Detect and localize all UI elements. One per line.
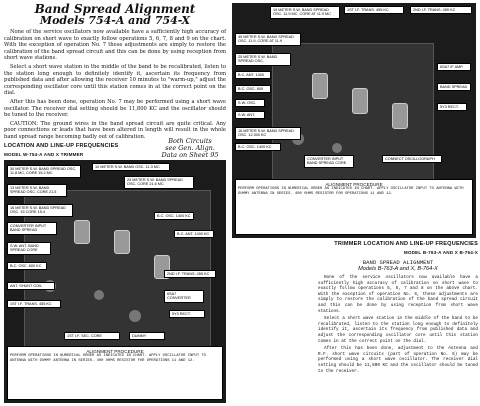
right-para-1: None of the service oscillators now available have a sufficiently high accuracy of calibration on short wave to exactly follow operations 5, 6, 7 and 8 on the above chart. With the exception of operation No. 6, these adjustments are simply to restore the calibration of the band spread circuit and this can be done by using reception from short wave stations. [318, 275, 478, 314]
left-para-1: None of the service oscillators now available have a sufficiently high accuracy of calibration on short wave to exactly follow operations 5, 6, 7, 8 and 9 on the chart. With the exception of operation No. 7 these adjustments are simply to restore the calibration of the band spread circuit and this can be done by using reception from short wave stations. [4, 29, 226, 62]
right-label-5: B.C. ANT. 1400 [235, 71, 271, 79]
right-article [318, 259, 478, 404]
left-label-3: 13 METER S.W. BAND SPREAD OSC. CORE 21.5 [7, 184, 67, 197]
right-label-12: 6SA7 IF AMP. [437, 63, 471, 71]
left-label-12: 2ND I.F. TRANS. 455 KC [164, 270, 216, 278]
left-label-2: 25 METER S.W. BAND SPREAD OSC. CORE 21.6 MC [124, 176, 194, 189]
right-tube-1 [312, 73, 328, 99]
left-figure-model: MODEL W-754-A AND X TRIMMER [4, 152, 84, 157]
left-tube-2 [114, 230, 130, 254]
handwritten-line-3: Data on Sheet 95 [161, 151, 219, 159]
left-label-8: B.C. ANT. 1400 KC [174, 230, 214, 238]
right-chassis-photo [232, 3, 476, 238]
right-label-9: 16 METER S.W. BAND SPREAD OSC. 12,300 KC [235, 127, 301, 140]
right-procedure-notes: PERFORM OPERATIONS IN NUMERICAL ORDER AS INDICATED IN CHART. APPLY OSCILLATOR INPUT TO ANTENNA WITH DUMMY ANTENNA IN SERIES. 400 OHMS RESISTOR FOR OPERATIONS 11 AND 12. [238, 187, 464, 196]
left-label-14: 5Y3 RECT. [169, 310, 205, 318]
handwritten-line-2: see Gen. Align. [165, 144, 215, 152]
left-label-5: CONVERTER INPUT BAND SPREAD [7, 222, 57, 235]
right-label-4: 25 METER S.W. BAND SPREAD OSC. [235, 53, 291, 66]
right-label-14: 5Y3 RECT. [437, 103, 467, 111]
right-label-10: B.C. OSC. 1400 KC [235, 143, 281, 151]
right-procedure-box [235, 179, 473, 235]
right-component-2 [332, 143, 342, 153]
left-label-16: DUMMY [129, 332, 165, 340]
right-figure-model: MODEL B-763-A AND X B-764-X [403, 250, 478, 255]
left-caution: CAUTION: The ground wires in the band spread circuit are quite critical. Any poor connections or leads that have been altered in length will result in the whole band spread range becoming badly out of calibration. [4, 120, 226, 140]
left-label-1: 30 METER S.W. BAND SPREAD OSC. 11.8 MC, CORE 15.2 MC [7, 165, 81, 178]
left-component-2 [94, 290, 104, 300]
left-tube-1 [74, 220, 90, 244]
right-title-line1: BAND SPREAD ALIGNMENT [362, 259, 434, 266]
right-label-11: CONVERTER INPUT BAND SPREAD CORE [304, 155, 354, 168]
right-label-13: BAND SPREAD [437, 83, 471, 91]
left-component-3 [129, 310, 141, 322]
left-label-13: 6SA7 CONVERTER [164, 290, 204, 303]
left-procedure-box [7, 346, 223, 400]
left-procedure-title: ALIGNMENT PROCEDURE [86, 349, 144, 354]
right-label-0: 19 METER S.W. BAND SPREAD OSC. 11.9 MC, CORE AT 11.9 MC [270, 6, 340, 19]
left-para-2: Select a short wave station in the middle of the band to be recalibrated, listen to the station long enough to definitely identify it, ascertain its frequency from published data and after allowing the receiver 10 minutes to "warm-up," adjust the corresponding oscillator core until this station comes in at the correct point on the dial. [4, 63, 226, 97]
right-para-2: Select a short wave station in the middle of the band to be recalibrated, listen to the station long enough to definitely identify it, ascertain its frequency from published data and adjust the corresponding oscillator core until this station comes in at the correct point on the dial. [318, 316, 478, 344]
right-figure-caption: TRIMMER LOCATION AND LINE-UP FREQUENCIES [334, 241, 478, 247]
right-tube-2 [352, 88, 368, 114]
right-label-2: 2ND I.F. TRANS. 455 KC [410, 6, 472, 14]
right-title-line2: Models B-763-A and X, B-764-X [358, 266, 438, 272]
handwritten-note [150, 138, 230, 159]
left-procedure-notes: PERFORM OPERATIONS IN NUMERICAL ORDER AS INDICATED IN CHART. APPLY OSCILLATOR INPUT TO ANTENNA WITH DUMMY ANTENNA IN SERIES. 400 OHMS RESISTOR FOR OPERATIONS 11 AND 12. [10, 354, 206, 363]
left-label-10: ANT. SHUNT COIL [7, 282, 55, 290]
right-label-8: S.W. ANT. [235, 111, 265, 119]
right-tube-3 [392, 103, 408, 129]
right-label-6: B.C. OSC. 600 [235, 85, 271, 93]
left-para-3: After this has been done, operation No. 7 may be performed using a short wave oscillator. The receiver dial setting should be 11,800 KC and the oscillator should be tuned to the receiver. [4, 98, 226, 119]
left-title-line1: Band Spread Alignment [34, 2, 196, 16]
left-label-15: 1ST I.F. SEC. CORE [64, 332, 120, 340]
right-label-3: 45 METER S.W. BAND SPREAD OSC. 11.9, CORE AT 11.9 [235, 33, 301, 46]
left-figure-caption: LOCATION AND LINE-UP FREQUENCIES [4, 143, 119, 149]
left-label-11: 1ST I.F. TRANS. 455 KC [7, 300, 61, 308]
right-label-1: 1ST I.F. TRANS. 455 KC [344, 6, 404, 14]
left-label-9: B.C. OSC. 600 KC [7, 262, 47, 270]
left-chassis-photo [4, 160, 226, 403]
right-label-15: CONNECT OSCILLOGRAPH [382, 155, 442, 163]
left-label-6: S.W. ANT. BAND SPREAD CORE [7, 242, 51, 255]
right-label-7: S.W. OSC. [235, 99, 265, 107]
right-procedure-title: ALIGNMENT PROCEDURE [325, 182, 383, 187]
handwritten-line-1: Both Circuits [168, 137, 212, 145]
right-para-3: After this has been done, adjustment to the Antenna and R.F. short wave circuits (part of operation No. 6) may be performed using a short wave oscillator. The receiver dial setting should be 11,800 KC and the oscillator should be tuned to the receiver. [318, 346, 478, 374]
left-label-4: 16 METER S.W. BAND SPREAD OSC. 15 CORE 15.4 [7, 204, 73, 217]
left-label-7: B.C. OSC. 1400 KC [154, 212, 194, 220]
left-title-line2: Models 754-A and 754-X [39, 14, 191, 27]
left-article [4, 3, 226, 153]
left-label-0: 10 METER S.W. BAND OSC. 11.3 MC [92, 163, 170, 171]
